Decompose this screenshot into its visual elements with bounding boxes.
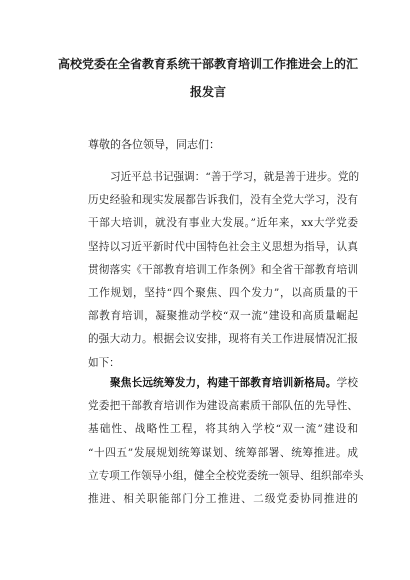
paragraph-line: 历史经验和现实发展都告诉我们，没有全党大学习，没有	[88, 194, 358, 207]
paragraph-first-line	[88, 372, 358, 395]
section-heading: 聚焦长远统筹发力，构建干部教育培训新格局。	[110, 377, 337, 389]
paragraph-text: 学校	[336, 377, 359, 389]
paragraph-line: 党委把干部教育培训作为建设高素质干部队伍的先导性、	[88, 400, 358, 413]
greeting: 尊敬的各位领导，同志们：	[88, 138, 220, 151]
paragraph-1	[88, 166, 358, 375]
paragraph-line: 基础性、战略性工程，将其纳入学校“双一流”建设和	[88, 423, 358, 436]
paragraph-line: 如下：	[88, 356, 120, 369]
paragraph-line: 贯彻落实《干部教育培训工作条例》和全省干部教育培训	[88, 263, 358, 276]
paragraph-line: 坚持以习近平新时代中国特色社会主义思想为指导，认真	[88, 240, 358, 253]
paragraph-line: 立专项工作领导小组，健全全校党委统一领导、组织部牵头	[88, 469, 364, 482]
title-line-1: 高校党委在全省教育系统干部教育培训工作推进会上的汇	[58, 57, 359, 71]
paragraph-line: “十四五”发展规划统筹谋划、统筹部署、统筹推进。成	[88, 446, 358, 459]
paragraph-line: 的强大动力。根据会议安排，现将有关工作进展情况汇报	[88, 333, 358, 346]
paragraph-2	[88, 372, 364, 511]
paragraph-line: 工作规划，坚持“四个聚焦、四个发力”，以高质量的干	[88, 286, 358, 299]
paragraph-line: 习近平总书记强调：“善于学习，就是善于进步。党的	[110, 171, 360, 183]
paragraph-line: 部教育培训，凝聚推动学校“双一流”建设和高质量崛起	[88, 310, 358, 323]
title-line-2: 报发言	[189, 85, 226, 99]
document-title	[58, 50, 358, 106]
paragraph-line: 干部大培训，就没有事业大发展。”近年来，xx大学党委	[88, 217, 358, 230]
paragraph-line: 推进、相关职能部门分工推进、二级党委协同推进的	[88, 492, 358, 505]
